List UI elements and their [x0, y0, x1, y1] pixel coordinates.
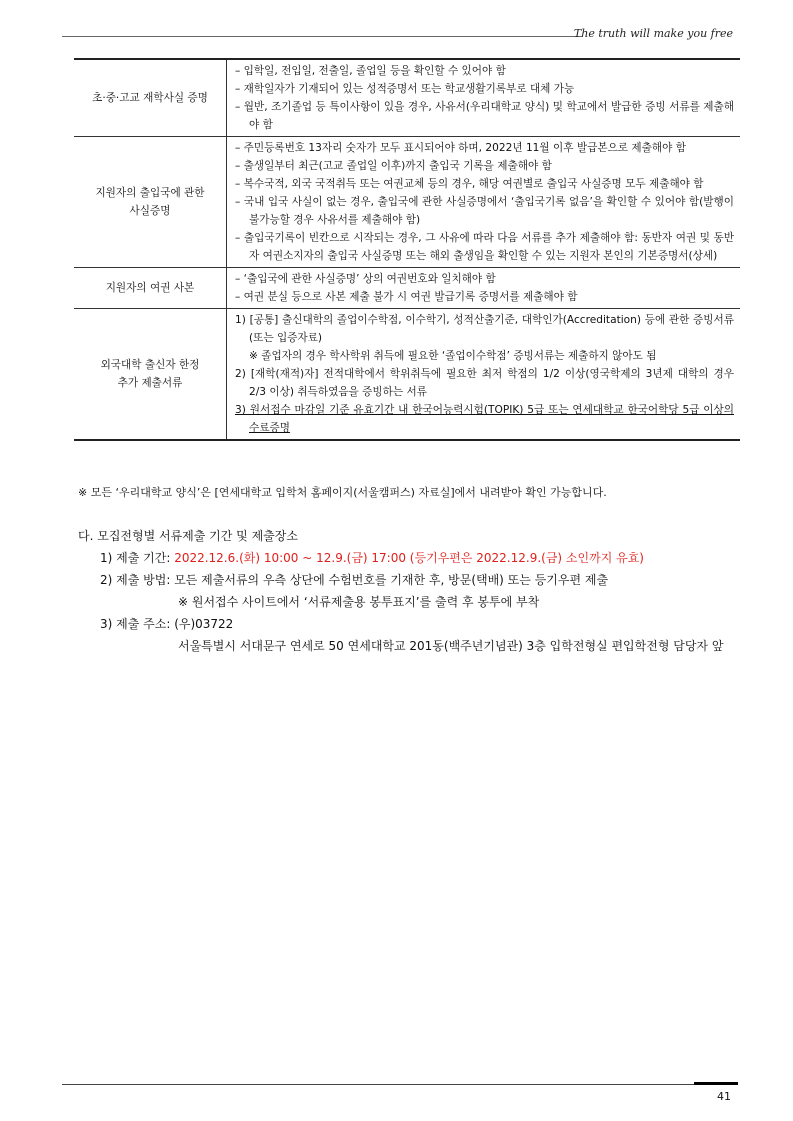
header-rule — [62, 36, 582, 37]
row-content — [227, 59, 741, 137]
method-note: ※ 원서접수 사이트에서 ‘서류제출용 봉투표지’를 출력 후 봉투에 부착 — [178, 595, 540, 609]
address-postal: (우)03722 — [174, 617, 234, 631]
table-row — [74, 309, 740, 441]
method-label: 2) 제출 방법: — [100, 573, 171, 587]
period-line — [78, 547, 723, 569]
address-label: 3) 제출 주소: — [100, 617, 171, 631]
page-number: 41 — [717, 1090, 731, 1103]
list-item: – 재학일자가 기재되어 있는 성적증명서 또는 학교생활기록부로 대체 가능 — [235, 83, 575, 95]
list-item: – 여권 분실 등으로 사본 제출 불가 시 여권 발급기록 증명서를 제출해야 함 — [235, 291, 578, 303]
row-content — [227, 268, 741, 309]
requirements-table — [74, 58, 740, 441]
table-row — [74, 268, 740, 309]
row-content — [227, 309, 741, 441]
submission-section — [78, 525, 723, 657]
table-row — [74, 59, 740, 137]
list-item: – ‘출입국에 관한 사실증명’ 상의 여권번호와 일치해야 함 — [235, 273, 496, 285]
section-title: 다. 모집전형별 서류제출 기간 및 제출장소 — [78, 529, 298, 543]
list-item: – 복수국적, 외국 국적취득 또는 여권교체 등의 경우, 해당 여권별로 출입국 사실증명 모두 제출해야 함 — [235, 178, 704, 190]
row-label: 지원자의 출입국에 관한 사실증명 — [74, 137, 227, 268]
list-item: – 입학일, 전입일, 전출일, 졸업일 등을 확인할 수 있어야 함 — [235, 65, 506, 77]
address-line — [78, 613, 723, 635]
method-line — [78, 569, 723, 591]
address-detail: 서울특별시 서대문구 연세로 50 연세대학교 201동(백주년기념관) 3층 입학전형실 편입학전형 담당자 앞 — [178, 639, 724, 653]
header-motto: The truth will make you free — [573, 27, 733, 40]
list-item: – 출생일부터 최근(고교 졸업일 이후)까지 출입국 기록을 제출해야 함 — [235, 160, 552, 172]
period-value: 2022.12.6.(화) 10:00 ~ 12.9.(금) 17:00 (등기우편은 2022.12.9.(금) 소인까지 유효) — [174, 551, 644, 565]
download-note: ※ 모든 ‘우리대학교 양식’은 [연세대학교 입학처 홈페이지(서울캠퍼스) 자료실]에서 내려받아 확인 가능합니다. — [78, 486, 607, 499]
list-item: – 출입국기록이 빈칸으로 시작되는 경우, 그 사유에 따라 다음 서류를 추가 제출해야 함: 동반자 여권 및 동반자 여권소지자의 출입국 사실증명 또는 해외 출생임을 확인할 수 있는 지원자 본인의 기본증명서(상세) — [235, 232, 734, 262]
list-item: 2) [재학(재적)자] 전적대학에서 학위취득에 필요한 최저 학점의 1/2 이상(영국학제의 3년제 대학의 경우 2/3 이상) 취득하였음을 증빙하는 서류 — [235, 368, 734, 398]
list-item: – 월반, 조기졸업 등 특이사항이 있을 경우, 사유서(우리대학교 양식) 및 학교에서 발급한 증빙 서류를 제출해야 함 — [235, 101, 734, 131]
row-label: 외국대학 출신자 한정 추가 제출서류 — [74, 309, 227, 441]
method-value: 모든 제출서류의 우측 상단에 수험번호를 기재한 후, 방문(택배) 또는 등기우편 제출 — [174, 573, 609, 587]
period-label: 1) 제출 기간: — [100, 551, 171, 565]
list-item: 1) [공통] 출신대학의 졸업이수학점, 이수학기, 성적산출기준, 대학인가(Accreditation) 등에 관한 증빙서류(또는 입증자료) — [235, 314, 734, 344]
list-item: – 국내 입국 사실이 없는 경우, 출입국에 관한 사실증명에서 ‘출입국기록 없음’을 확인할 수 있어야 함(발행이 불가능할 경우 사유서를 제출해야 함) — [235, 196, 734, 226]
footer-bar — [694, 1082, 738, 1085]
row-content — [227, 137, 741, 268]
footer-rule — [62, 1084, 738, 1085]
table-row — [74, 137, 740, 268]
list-item: ※ 졸업자의 경우 학사학위 취득에 필요한 ‘졸업이수학점’ 증빙서류는 제출하지 않아도 됨 — [249, 350, 657, 362]
list-item: – 주민등록번호 13자리 숫자가 모두 표시되어야 하며, 2022년 11월 이후 발급본으로 제출해야 함 — [235, 142, 686, 154]
list-item: 3) 원서접수 마감일 기준 유효기간 내 한국어능력시험(TOPIK) 5급 또는 연세대학교 한국어학당 5급 이상의 수료증명 — [235, 404, 734, 434]
row-label: 초·중·고교 재학사실 증명 — [74, 59, 227, 137]
row-label: 지원자의 여권 사본 — [74, 268, 227, 309]
